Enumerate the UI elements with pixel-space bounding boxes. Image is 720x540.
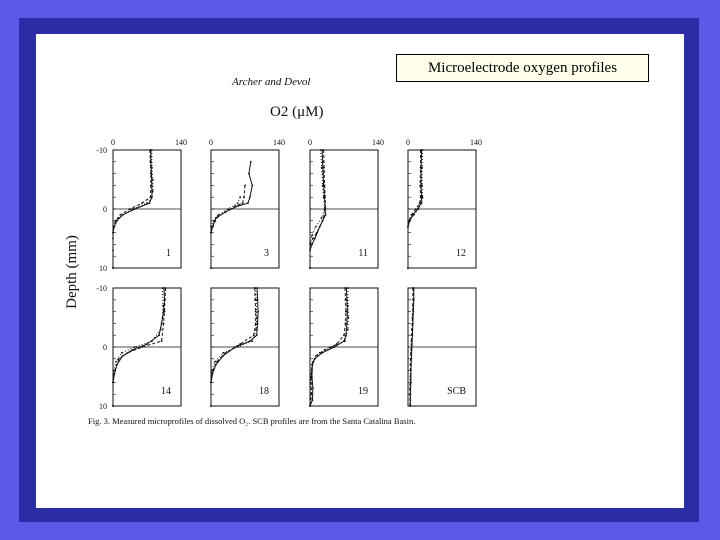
profile-point	[151, 340, 153, 342]
profile-point	[410, 376, 412, 378]
profile-point	[413, 214, 415, 216]
profile-point	[149, 149, 151, 151]
profile-point	[411, 317, 413, 319]
profile-point	[150, 185, 152, 187]
profile-point	[134, 346, 136, 348]
x-tick-label: 0	[406, 138, 410, 147]
profile-point	[121, 352, 123, 354]
profile-point	[257, 311, 259, 313]
profile-point	[411, 346, 413, 348]
profile-point	[323, 196, 325, 198]
profile-point	[239, 343, 241, 345]
profile-point	[311, 235, 313, 237]
profile-point	[409, 387, 411, 389]
profile-point	[225, 352, 227, 354]
profile-point	[237, 202, 239, 204]
x-tick-label: 0	[209, 138, 213, 147]
y-axis-title: Depth (mm)	[64, 235, 80, 309]
profile-point	[312, 238, 314, 240]
panel-label: 12	[456, 248, 466, 259]
profile-point	[212, 226, 214, 228]
profile-point	[312, 361, 314, 363]
profile-point	[420, 196, 422, 198]
x-tick-label: 0	[308, 138, 312, 147]
profile-point	[160, 328, 162, 330]
profile-point	[345, 311, 347, 313]
profile-point	[309, 244, 311, 246]
profile-point	[164, 299, 166, 301]
profile-point	[325, 214, 327, 216]
profile-point	[324, 208, 326, 210]
profile-point	[152, 179, 154, 181]
profile-point	[409, 220, 411, 222]
y-tick-label: -10	[96, 284, 107, 293]
profile-point	[151, 196, 153, 198]
profile-point	[112, 382, 114, 384]
profile-point	[419, 202, 421, 204]
x-tick-label: 140	[470, 138, 482, 147]
profile-point	[151, 167, 153, 169]
profile-point	[248, 173, 250, 175]
profile-point	[422, 196, 424, 198]
profile-point	[312, 399, 314, 401]
figure-caption: Fig. 3. Measured microprofiles of dissolved O₂. SCB profiles are from the Santa Catalina Basin.	[88, 416, 416, 426]
profile-point	[234, 205, 236, 207]
profile-point	[418, 208, 420, 210]
profile-point	[211, 370, 213, 372]
profile-point	[163, 323, 165, 325]
profile-point	[347, 287, 349, 289]
profile-point	[112, 267, 114, 269]
profile-point	[320, 149, 322, 151]
profile-point	[421, 185, 423, 187]
profile-point	[347, 305, 349, 307]
panel-label: 3	[264, 248, 269, 259]
profile-point	[410, 364, 412, 366]
profile-point	[411, 328, 413, 330]
y-tick-label: 0	[103, 205, 107, 214]
slide-title: Microelectrode oxygen profiles	[396, 54, 649, 82]
profile-point	[315, 226, 317, 228]
figure-author: Archer and Devol	[232, 76, 311, 88]
profile-point	[146, 343, 148, 345]
profile-point	[214, 361, 216, 363]
profile-point	[162, 305, 164, 307]
profile-point	[132, 349, 134, 351]
profile-point	[210, 382, 212, 384]
panel-label: 1	[166, 248, 171, 259]
profile-point	[132, 208, 134, 210]
profile-point	[251, 185, 253, 187]
profile-point	[256, 334, 258, 336]
profile-point	[322, 220, 324, 222]
profile-point	[412, 305, 414, 307]
y-tick-label: 10	[99, 402, 107, 411]
profile-point	[255, 328, 257, 330]
profile-point	[407, 267, 409, 269]
profile-point	[323, 167, 325, 169]
profile-point	[315, 355, 317, 357]
profile-point	[216, 217, 218, 219]
profile-point	[216, 361, 218, 363]
panel-label: 11	[358, 248, 368, 259]
profile-point	[333, 346, 335, 348]
profile-point	[420, 149, 422, 151]
profile-point	[316, 232, 318, 234]
profile-point	[343, 334, 345, 336]
profile-point	[319, 352, 321, 354]
x-tick-label: 0	[111, 138, 115, 147]
profile-point	[114, 226, 116, 228]
profile-point	[314, 238, 316, 240]
profile-point	[210, 267, 212, 269]
profile-line	[211, 197, 240, 268]
profile-point	[217, 214, 219, 216]
panel-grid	[96, 138, 482, 411]
profile-point	[323, 149, 325, 151]
profile-point	[237, 346, 239, 348]
profile-point	[322, 161, 324, 163]
profile-point	[149, 202, 151, 204]
profile-point	[112, 232, 114, 234]
profile-point	[210, 226, 212, 228]
profile-point	[421, 167, 423, 169]
profile-point	[150, 161, 152, 163]
profile-point	[152, 190, 154, 192]
profile-point	[247, 202, 249, 204]
profile-point	[227, 208, 229, 210]
profile-point	[321, 167, 323, 169]
profile-point	[239, 196, 241, 198]
profile-point	[419, 185, 421, 187]
profile-point	[141, 346, 143, 348]
profile-point	[249, 196, 251, 198]
profile-point	[331, 346, 333, 348]
x-tick-label: 140	[372, 138, 384, 147]
profile-point	[249, 340, 251, 342]
profile-point	[321, 217, 323, 219]
profile-point	[311, 244, 313, 246]
panel-label: SCB	[447, 386, 466, 397]
profile-point	[255, 287, 257, 289]
profile-point	[412, 287, 414, 289]
panel-label: 19	[358, 386, 368, 397]
profile-point	[311, 393, 313, 395]
profile-point	[162, 317, 164, 319]
profile-point	[312, 387, 314, 389]
profile-point	[134, 208, 136, 210]
profile-point	[421, 202, 423, 204]
profile-point	[344, 287, 346, 289]
profile-point	[322, 185, 324, 187]
profile-point	[345, 323, 347, 325]
profile-point	[115, 220, 117, 222]
profile-point	[127, 352, 129, 354]
profile-point	[141, 202, 143, 204]
profile-point	[115, 361, 117, 363]
x-tick-label: 140	[175, 138, 187, 147]
profile-point	[237, 205, 239, 207]
profile-point	[309, 249, 311, 251]
profile-line	[211, 162, 252, 268]
profile-point	[409, 405, 411, 407]
profile-point	[165, 287, 167, 289]
y-tick-label: -10	[96, 146, 107, 155]
profile-point	[310, 376, 312, 378]
profile-point	[415, 208, 417, 210]
profile-point	[411, 340, 413, 342]
profile-point	[411, 214, 413, 216]
profile-point	[250, 161, 252, 163]
profile-point	[164, 311, 166, 313]
profile-point	[161, 340, 163, 342]
profile-point	[256, 317, 258, 319]
profile-point	[119, 214, 121, 216]
profile-point	[309, 267, 311, 269]
x-axis-title: O2 (μM)	[270, 104, 324, 120]
profile-point	[150, 173, 152, 175]
profile-point	[162, 287, 164, 289]
profile-point	[422, 149, 424, 151]
profile-point	[112, 405, 114, 407]
profile-point	[113, 370, 115, 372]
profile-point	[407, 226, 409, 228]
profile-point	[146, 202, 148, 204]
profile-point	[344, 340, 346, 342]
profile-point	[242, 202, 244, 204]
y-tick-label: 10	[99, 264, 107, 273]
profile-point	[255, 299, 257, 301]
profile-point	[347, 317, 349, 319]
profile-point	[244, 185, 246, 187]
profile-point	[151, 149, 153, 151]
profile-point	[213, 220, 215, 222]
profile-point	[222, 352, 224, 354]
profile-point	[324, 185, 326, 187]
profile-point	[158, 334, 160, 336]
profile-point	[347, 328, 349, 330]
profile-point	[243, 196, 245, 198]
profile-point	[257, 323, 259, 325]
profile-point	[118, 217, 120, 219]
profile-point	[118, 358, 120, 360]
x-tick-label: 140	[273, 138, 285, 147]
y-tick-label: 0	[103, 343, 107, 352]
profile-point	[309, 405, 311, 407]
panel-label: 18	[259, 386, 269, 397]
profile-point	[210, 405, 212, 407]
profile-point	[251, 340, 253, 342]
panel-label: 14	[161, 386, 171, 397]
profile-point	[345, 299, 347, 301]
profile-point	[410, 352, 412, 354]
